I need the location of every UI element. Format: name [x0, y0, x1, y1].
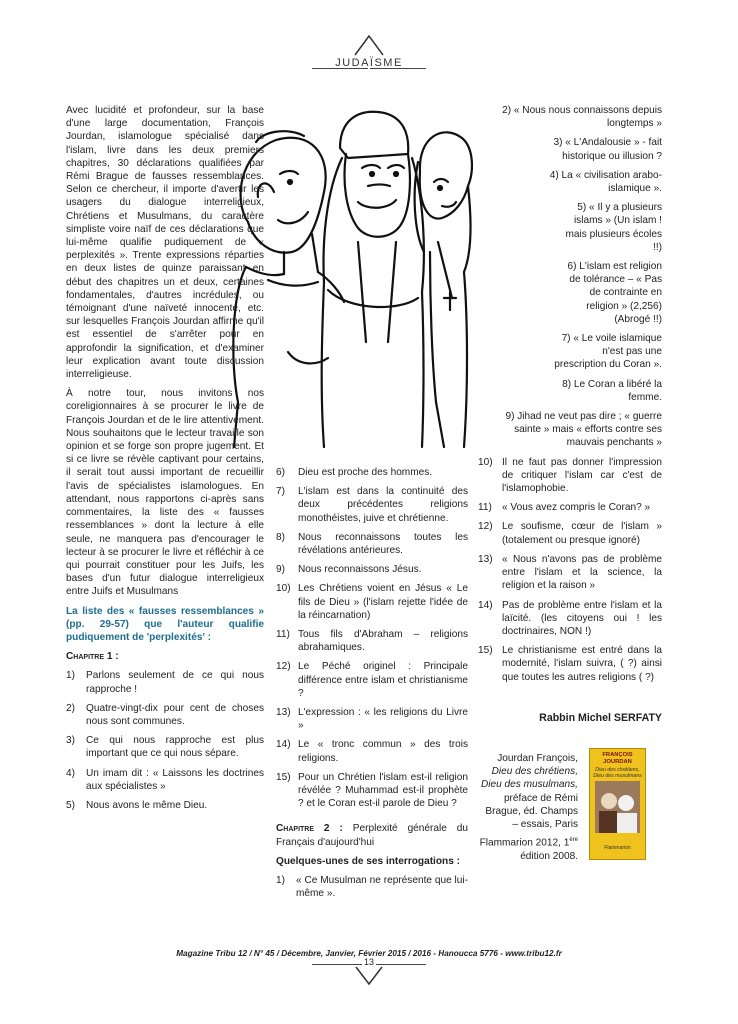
item-number: 2)	[66, 702, 75, 714]
author-signature: Rabbin Michel SERFATY	[539, 712, 662, 724]
item-text: Nous reconnaissons Jésus.	[298, 564, 422, 576]
item-number: 14)	[478, 599, 493, 611]
page-number: 13	[363, 957, 374, 967]
item-text: Le christianisme est entré dans la modernité, l'islam suivra, ( ?) ainsi que toutes les autres religions ( ?)	[502, 645, 662, 683]
item-text: Pour un Chrétien l'islam est-il religion révélée ? Muhammad est-il prophète ? et le Coran est-il parole de Dieu ?	[298, 771, 468, 810]
item-text: « Nous n'avons pas de problème entre l'islam et la science, la religion et la raison »	[502, 553, 662, 592]
list-item-7: 7) « Le voile islamique n'est pas une prescription du Coran ».	[554, 333, 662, 371]
list-item-5: 5) « Il y a plusieurs islams » (Un islam ! mais plusieurs écoles !!)	[565, 202, 662, 253]
book-photo-icon	[595, 781, 640, 833]
item-number: 5)	[66, 799, 75, 811]
column-2	[276, 466, 468, 906]
list-item	[276, 582, 468, 622]
item-text: Un imam dit : « Laissons les doctrines aux spécialistes »	[86, 767, 264, 792]
column-3	[478, 104, 662, 690]
item-number: 8)	[276, 531, 285, 543]
list-item	[66, 702, 264, 728]
paragraph-2: À notre tour, nous invitons nos coreligionnaires à se procurer le livre de François Jourdan et de le lire attentivement. Nous souhaitons que le lecteur travaille son opinion et se forge son propre jugement. Et si ce livre se révèle captivant pour certains, il serait tout aussi important de recueillir l'avis de spécialistes islamologues. En attendant, nous rapportons ci-après sans commentaires, la liste des « fausses ressemblances » dont la lecture à elle seule, ne manquera pas d'encourager le lecteur à se procurer le livre et réfléchir à ce qui pourrait constituer pour les Juifs, les bases d'un futur dialogue interreligieux entre Juifs et Musulmans	[66, 388, 264, 598]
ref-edition-a: Flammarion 2012, 1	[479, 837, 570, 849]
item-text: Tous fils d'Abraham – religions abrahamiques.	[298, 629, 468, 654]
chapter-2-subtitle: Perplexité générale du Français d'aujourd'hui	[276, 823, 469, 848]
book-reference	[478, 752, 578, 831]
item-number: 12)	[478, 521, 493, 533]
list-item	[66, 669, 264, 695]
list-item	[66, 734, 264, 760]
list-item	[276, 466, 468, 479]
list-heading: La liste des « fausses ressemblances » (pp. 29-57) que l'auteur qualifie pudiquement de 'perplexités' :	[66, 605, 264, 643]
item-number: 13)	[478, 553, 493, 565]
item-text: Parlons seulement de ce qui nous rapproche !	[86, 670, 264, 695]
list-item	[478, 644, 662, 684]
item-text: Il ne faut pas donner l'impression de critiquer l'islam car c'est de l'islamophobie.	[502, 456, 662, 495]
item-number: 11)	[276, 629, 290, 641]
item-text: Le Péché originel : Principale différence entre islam et christianisme ?	[298, 661, 468, 699]
item-number: 9)	[276, 564, 285, 576]
item-number: 15)	[276, 771, 291, 783]
list-item	[478, 456, 662, 496]
item-text: Nous avons le même Dieu.	[86, 799, 208, 811]
item-number: 11)	[478, 502, 492, 514]
list-item	[276, 771, 468, 811]
book-publisher: Flammarion	[604, 845, 631, 851]
chapter-1-list	[66, 669, 264, 812]
item-number: 14)	[276, 739, 291, 751]
footer-triangle-icon	[355, 966, 383, 986]
column-1	[66, 104, 264, 818]
list-item-3: 3) « L'Andalousie » - fait historique ou illusion ?	[553, 137, 662, 162]
item-number: 10)	[478, 456, 493, 468]
chapter-2-title: Chapitre 2 :	[276, 823, 343, 835]
book-cover-image	[589, 748, 646, 860]
list-10-15	[478, 456, 662, 684]
item-text: Dieu est proche des hommes.	[298, 467, 433, 478]
item-text: L'islam est dans la continuité des deux précédentes religions monothéistes, juive et chrétienne.	[298, 486, 468, 524]
item-text: Pas de problème entre l'islam et la laïcité. (les citoyens oui ! les doctrinaires, NON !)	[502, 599, 662, 637]
item-text: Quatre-vingt-dix pour cent de choses nous sont communes.	[86, 702, 264, 727]
item-text: « Vous avez compris le Coran? »	[502, 502, 651, 514]
list-item-9: 9) Jihad ne veut pas dire ; « guerre sainte » mais « efforts contre ses mauvais penchants »	[505, 411, 662, 449]
chapter-2-heading	[276, 822, 468, 848]
item-text: Nous reconnaissons toutes les révélations antérieures.	[298, 531, 468, 557]
list-item	[276, 706, 468, 732]
header-triangle-icon	[354, 34, 384, 56]
list-item	[478, 501, 662, 514]
magazine-footer: Magazine Tribu 12 / N° 45 / Décembre, Janvier, Février 2015 / 2016 - Hanoucca 5776 - www.tribu12.fr	[176, 949, 562, 958]
illustration-three-people	[228, 102, 473, 452]
list-item-2: 2) « Nous nous connaissons depuis longtemps »	[502, 105, 662, 130]
section-title: JUDAÏSME	[335, 57, 403, 69]
list-item	[276, 738, 468, 764]
item-number: 13)	[276, 707, 291, 719]
list-item	[276, 874, 468, 900]
list-item	[276, 628, 468, 654]
item-text: Le soufisme, cœur de l'islam » (totalement ou presque ignoré)	[502, 521, 662, 546]
ref-edition-b: édition 2008.	[520, 850, 578, 862]
item-number: 7)	[276, 486, 285, 498]
item-number: 1)	[276, 875, 285, 887]
intro-paragraph: Avec lucidité et profondeur, sur la base d'une large documentation, François Jourdan, islamologue spécialisé dans l'islam, livre dans les deux premiers chapitres, 30 déclarations qualifiées par Rémi Brague de fausses ressemblances. Selon ce chercheur, il importe d'avertir les usagers du dialogue interreligieux, Chrétiens et Musulmans, du caractère simpliste voire naïf de ces déclarations que lui-même qualifie pudiquement de « perplexités ». Trente expressions réparties en deux listes de quinze paraissant en début des chapitres un et deux, certaines fondamentales, d'autres incrédules, ou témoignant d'une naïveté innocente, etc. sur lesquelles François Jourdan affirme qu'il est essentiel de s'arrêter pour en approfondir la signification, et d'examiner leur explication avant toute discussion interreligieuse.	[66, 105, 264, 381]
item-number: 12)	[276, 661, 291, 673]
list-item	[276, 485, 468, 525]
item-number: 1)	[66, 670, 75, 682]
list-item	[478, 553, 662, 593]
ref-edition-sup: ère	[569, 837, 578, 843]
item-number: 15)	[478, 645, 493, 657]
chapter-1-title: Chapitre 1 :	[66, 651, 119, 663]
ref-edition	[478, 834, 578, 863]
ref-title: Dieu des chrétiens, Dieu des musulmans,	[480, 766, 578, 791]
item-text: Le « tronc commun » des trois religions.	[298, 739, 468, 764]
list-item-8: 8) Le Coran a libéré la femme.	[562, 378, 662, 403]
list-item	[478, 599, 662, 639]
item-number: 3)	[66, 735, 75, 747]
ref-details: préface de Rémi Brague, éd. Champs – essais, Paris	[485, 792, 578, 831]
list-item	[478, 520, 662, 546]
chapter-1-list-continued	[276, 466, 468, 810]
list-item-4: 4) La « civilisation arabo-islamique ».	[549, 169, 662, 195]
item-number: 6)	[276, 467, 285, 478]
item-text: L'expression : « les religions du Livre »	[298, 707, 468, 732]
list-item	[276, 531, 468, 557]
item-number: 4)	[66, 767, 75, 779]
item-number: 10)	[276, 583, 291, 595]
list-item-6: 6) L'islam est religion de tolérance – « Pas de contrainte en religion » (2,256) (Abrogé !!)	[567, 261, 662, 325]
list-item	[276, 563, 468, 576]
item-text: « Ce Musulman ne représente que lui-même ».	[296, 875, 468, 900]
list-item	[276, 660, 468, 700]
list-item	[66, 799, 264, 812]
list-item	[66, 767, 264, 793]
book-title: Dieu des chrétiens, Dieu des musulmans	[593, 767, 642, 779]
ref-author: Jourdan François,	[497, 753, 578, 764]
questions-heading: Quelques-unes de ses interrogations :	[276, 855, 460, 867]
item-text: Ce qui nous rapproche est plus important que ce qui nous sépare.	[86, 735, 264, 760]
item-text: Les Chrétiens voient en Jésus « Le fils de Dieu » (l'islam rejette l'idée de la réincarnation)	[298, 583, 468, 621]
book-author: FRANÇOIS JOURDAN	[602, 752, 633, 765]
